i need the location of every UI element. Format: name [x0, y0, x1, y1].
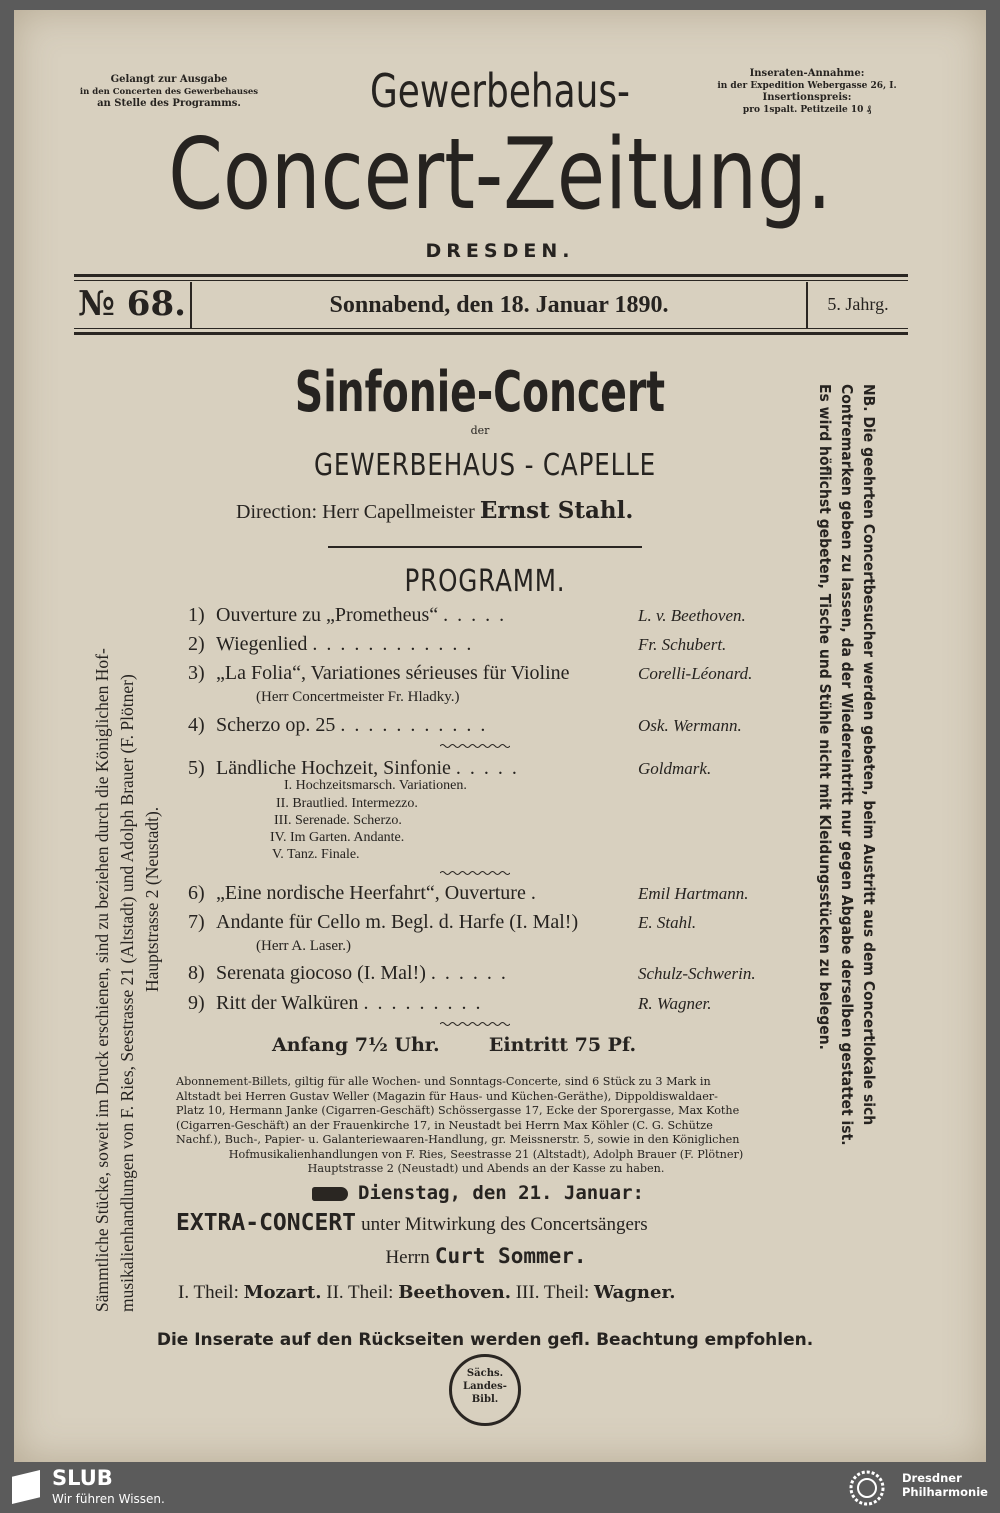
item-number: 2)	[188, 633, 205, 655]
item-dots: .........	[363, 992, 490, 1014]
item-composer: L. v. Beethoven.	[638, 606, 746, 625]
concert-der: der	[470, 424, 490, 437]
program-item	[188, 962, 788, 986]
rule-top	[74, 274, 908, 277]
movement: V. Tanz. Finale.	[272, 847, 360, 862]
issue-year: 5. Jahrg.	[827, 294, 889, 314]
item-composer: Schulz-Schwerin.	[638, 964, 756, 983]
right-margin-line: NB. Die geehrten Concertbesucher werden gebeten, beim Austritt aus dem Concertlokale sich	[860, 384, 878, 1126]
subscription-line: Abonnement-Billets, giltig für alle Wochen- und Sonntags-Concerte, sind 6 Stück zu 3 Mark in	[176, 1075, 711, 1088]
philharmonie-brand-line: Dresdner	[902, 1471, 962, 1485]
item-title: Ländliche Hochzeit, Sinfonie	[216, 757, 451, 779]
rule-divider-left	[190, 282, 192, 329]
item-number: 9)	[188, 992, 205, 1014]
item-composer: R. Wagner.	[638, 994, 712, 1013]
item-title: Ritt der Walküren	[216, 992, 359, 1014]
item-number: 3)	[188, 662, 205, 684]
left-margin-note	[90, 372, 165, 1312]
issue-number: № 68.	[78, 284, 186, 324]
singer-prefix: Herrn	[385, 1247, 430, 1268]
right-note-line: in der Expedition Webergasse 26, I.	[717, 81, 897, 91]
part-label: III. Theil:	[515, 1282, 590, 1303]
right-margin-note	[814, 384, 880, 1304]
singer-name: Curt Sommer.	[434, 1244, 587, 1268]
pointing-hand-icon	[312, 1187, 348, 1201]
program-item	[188, 714, 788, 738]
item-composer: Emil Hartmann.	[638, 884, 749, 903]
rule-bottom-thin	[74, 328, 908, 329]
part-composer: Beethoven.	[398, 1282, 511, 1303]
item-composer: Fr. Schubert.	[638, 635, 727, 654]
subscription-line: Nachf.), Buch-, Papier- u. Galanteriewaaren-Handlung, gr. Meissnerstr. 5, sowie in den Königlichen	[176, 1133, 740, 1146]
extra-concert-with: unter Mitwirkung des Concertsängers	[361, 1214, 648, 1235]
item-title: Scherzo op. 25	[216, 714, 336, 736]
item-number: 1)	[188, 604, 205, 626]
extra-concert-title: EXTRA-CONCERT	[176, 1210, 357, 1236]
masthead-title-line1: Gewerbehaus-	[369, 64, 631, 118]
inserate-note: Die Inserate auf den Rückseiten werden gefl. Beachtung empfohlen.	[156, 1330, 814, 1350]
right-margin-line: Es wird höflichst gebeten, Tische und Stühle nicht mit Kleidungsstücken zu belegen.	[816, 384, 834, 1050]
item3-note: (Herr Concertmeister Fr. Hladky.)	[256, 689, 460, 705]
item-dots: .....	[455, 757, 526, 779]
program-item	[188, 757, 788, 781]
philharmonie-brand-line: Philharmonie	[902, 1485, 988, 1499]
direction-text: Herr Capellmeister	[322, 501, 475, 523]
item-number: 5)	[188, 757, 205, 779]
entry-price: Eintritt 75 Pf.	[488, 1034, 637, 1056]
item-composer: E. Stahl.	[638, 913, 697, 932]
slub-tagline: Wir führen Wissen.	[52, 1492, 165, 1506]
right-note-line: Insertionspreis:	[762, 92, 852, 103]
item-composer: Corelli-Léonard.	[638, 664, 753, 683]
subscription-line: Altstadt bei Herren Gustav Weller (Magazin für Haus- und Küchen-Geräthe), Dippoldiswaldaer-	[176, 1089, 718, 1103]
stamp-line: Sächs.	[466, 1368, 504, 1379]
singer-line	[176, 1244, 796, 1269]
part-label: I. Theil:	[178, 1282, 239, 1303]
parts-line	[178, 1282, 798, 1304]
subscription-line: Platz 10, Hermann Janke (Cigarren-Geschäft) Schössergasse 17, Ecke der Sporergasse, Max Kothe	[176, 1104, 740, 1117]
part-label: II. Theil:	[326, 1282, 394, 1303]
program-item	[188, 911, 788, 935]
movement: II. Brautlied. Intermezzo.	[276, 796, 418, 811]
item-title: Wiegenlied	[216, 633, 308, 655]
left-margin-line: Sämmtliche Stücke, soweit im Druck erschienen, sind zu beziehen durch die Königlichen Hof-	[92, 648, 112, 1312]
masthead-city: DRESDEN.	[425, 240, 575, 262]
item-title: Serenata giocoso (I. Mal!)	[216, 962, 426, 984]
wavy-separator	[440, 743, 510, 749]
rule-title-separator	[328, 546, 642, 548]
movement: III. Serenade. Scherzo.	[274, 813, 402, 828]
philharmonie-brand	[902, 1471, 988, 1499]
next-concert-date: Dienstag, den 21. Januar:	[358, 1182, 644, 1204]
program-item	[188, 604, 788, 628]
rule-divider-right	[806, 282, 808, 329]
wavy-separator	[440, 870, 510, 876]
direction-label: Direction:	[236, 501, 318, 523]
left-note-line: an Stelle des Programms.	[97, 98, 241, 109]
stamp-line: Landes-	[463, 1381, 507, 1392]
item-dots: ......	[430, 962, 515, 984]
right-margin-line: Contremarken geben zu lassen, da der Wiedereintritt nur gegen Abgabe derselben gestattet ist.	[838, 384, 856, 1146]
item-title: Ouverture zu „Prometheus“	[216, 604, 439, 626]
slub-logo-icon	[12, 1470, 42, 1504]
issue-date: Sonnabend, den 18. Januar 1890.	[329, 292, 669, 318]
masthead-left-note	[74, 74, 264, 110]
item-composer: Goldmark.	[638, 759, 712, 778]
rule-top-thin	[74, 280, 908, 281]
item-number: 4)	[188, 714, 205, 736]
movement: IV. Im Garten. Andante.	[270, 830, 405, 845]
left-note-line: in den Concerten des Gewerbehauses	[79, 87, 259, 97]
extra-concert-line	[176, 1210, 796, 1236]
program-item	[188, 633, 788, 657]
part-composer: Wagner.	[594, 1282, 676, 1303]
item-composer: Osk. Wermann.	[638, 716, 742, 735]
left-note-line: Gelangt zur Ausgabe	[110, 74, 228, 85]
program-item	[188, 992, 788, 1016]
library-stamp	[449, 1354, 521, 1426]
concert-title: Sinfonie-Concert	[294, 360, 666, 425]
philharmonie-logo-icon	[844, 1465, 890, 1511]
slub-brand: SLUB	[52, 1466, 113, 1490]
subscription-line: Hofmusikalienhandlungen von F. Ries, Seestrasse 21 (Altstadt), Adolph Brauer (F. Plötner)	[228, 1147, 744, 1161]
program-item	[188, 882, 788, 906]
item-number: 8)	[188, 962, 205, 984]
next-concert-date-line	[312, 1182, 712, 1204]
subscription-line: (Cigarren-Geschäft) an der Frauenkirche 17, in Neustadt bei Herrn Max Köhler (C. G. Schütze	[176, 1118, 713, 1132]
item-title: „La Folia“, Variationes sérieuses für Violine	[216, 662, 570, 684]
admission-line	[272, 1034, 722, 1056]
direction-line	[236, 497, 796, 524]
item-dots: ...........	[340, 714, 495, 736]
item-title: „Eine nordische Heerfahrt“, Ouverture	[216, 882, 526, 904]
rule-bottom	[74, 332, 908, 335]
item-dots: .....	[443, 604, 514, 626]
stamp-line: Bibl.	[471, 1394, 499, 1405]
right-note-line: Inseraten-Annahme:	[749, 68, 865, 79]
program-heading: PROGRAMM.	[404, 564, 566, 599]
subscription-line: Hauptstrasse 2 (Neustadt) und Abends an der Kasse zu haben.	[307, 1162, 665, 1175]
left-margin-line: musikalienhandlungen von F. Ries, Seestrasse 21 (Altstadt) und Adolph Brauer (F. Plötner)	[117, 674, 137, 1312]
conductor-name: Ernst Stahl.	[479, 497, 634, 524]
movement: I. Hochzeitsmarsch. Variationen.	[284, 778, 467, 793]
right-note-line: pro 1spalt. Petitzeile 10 ₰	[742, 105, 872, 115]
item-dots: .	[530, 882, 545, 904]
part-composer: Mozart.	[243, 1282, 322, 1303]
wavy-separator	[440, 1021, 510, 1027]
item7-note: (Herr A. Laser.)	[256, 938, 351, 954]
subscription-notice	[176, 1075, 796, 1177]
item-number: 6)	[188, 882, 205, 904]
viewer-footer	[0, 1462, 1000, 1513]
item-dots: ............	[312, 633, 481, 655]
left-margin-line: Hauptstrasse 2 (Neustadt).	[142, 806, 162, 992]
orchestra-name: GEWERBEHAUS - CAPELLE	[313, 448, 657, 483]
program-item	[188, 662, 788, 686]
masthead-title-line2: Concert-Zeitung.	[168, 118, 832, 232]
item-title: Andante für Cello m. Begl. d. Harfe (I. Mal!)	[216, 911, 579, 933]
item-number: 7)	[188, 911, 205, 933]
start-time: Anfang 7½ Uhr.	[272, 1034, 440, 1056]
